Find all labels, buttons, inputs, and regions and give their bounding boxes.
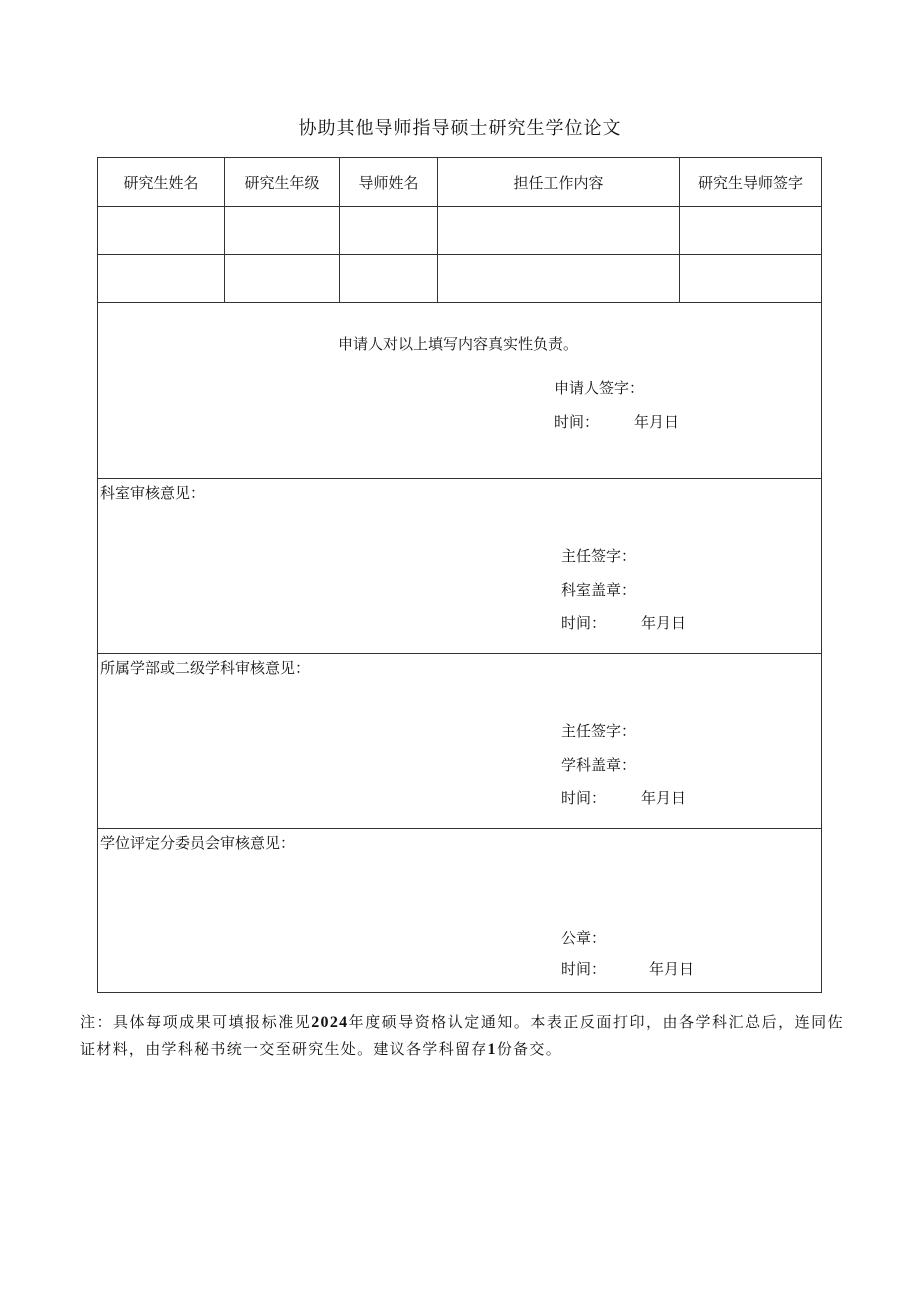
footnote-part2: 年度硕导资格认定通知。本表正反面打印，由各学科汇总后，连同佐证材料，由学科秘书统一交至研究生处。建议各学科留存: [80, 1013, 844, 1058]
table-cell-row2-advisor-name[interactable]: [339, 254, 438, 303]
table-cell-row2-student-grade[interactable]: [224, 254, 340, 303]
discipline-date-label: 年月日: [641, 789, 687, 807]
applicant-statement: 申请人对以上填写内容真实性负责。: [338, 335, 579, 353]
applicant-signature-label: 申请人签字：: [554, 379, 645, 397]
column-header-advisor-signature: 研究生导师签字: [679, 157, 822, 207]
footnote: [80, 1009, 844, 1063]
applicant-time-label: 时间：: [554, 413, 600, 431]
table-cell-row2-work-content[interactable]: [437, 254, 680, 303]
table-cell-row1-work-content[interactable]: [437, 206, 680, 255]
committee-time-label: 时间：: [561, 960, 607, 978]
department-director-signature-label: 主任签字：: [561, 547, 637, 565]
discipline-seal-label: 学科盖章：: [561, 756, 637, 774]
discipline-time-label: 时间：: [561, 789, 607, 807]
department-review-section: [97, 478, 822, 654]
form-title: 协助其他导师指导硕士研究生学位论文: [298, 118, 622, 139]
footnote-count: 1: [487, 1041, 497, 1058]
committee-date-label: 年月日: [649, 960, 695, 978]
table-cell-row2-student-name[interactable]: [97, 254, 225, 303]
committee-review-section: [97, 828, 822, 993]
column-header-student-name: 研究生姓名: [97, 157, 225, 207]
discipline-director-signature-label: 主任签字：: [561, 722, 637, 740]
footnote-part1: 注：具体每项成果可填报标准见: [80, 1013, 312, 1031]
applicant-section: [97, 302, 822, 479]
column-header-student-grade: 研究生年级: [224, 157, 340, 207]
committee-seal-label: 公章：: [561, 929, 607, 947]
committee-review-heading: 学位评定分委员会审核意见：: [100, 834, 296, 852]
column-header-work-content: 担任工作内容: [437, 157, 680, 207]
discipline-review-section: [97, 653, 822, 829]
table-cell-row1-advisor-signature[interactable]: [679, 206, 822, 255]
department-date-label: 年月日: [641, 614, 687, 632]
table-cell-row1-student-name[interactable]: [97, 206, 225, 255]
table-cell-row1-advisor-name[interactable]: [339, 206, 438, 255]
column-header-advisor-name: 导师姓名: [339, 157, 438, 207]
footnote-part3: 份备交。: [496, 1040, 563, 1058]
department-time-label: 时间：: [561, 614, 607, 632]
discipline-review-heading: 所属学部或二级学科审核意见：: [100, 659, 311, 677]
table-cell-row1-student-grade[interactable]: [224, 206, 340, 255]
applicant-date-label: 年月日: [634, 413, 680, 431]
table-cell-row2-advisor-signature[interactable]: [679, 254, 822, 303]
department-seal-label: 科室盖章：: [561, 581, 637, 599]
department-review-heading: 科室审核意见：: [100, 484, 206, 502]
footnote-year: 2024: [311, 1014, 349, 1031]
